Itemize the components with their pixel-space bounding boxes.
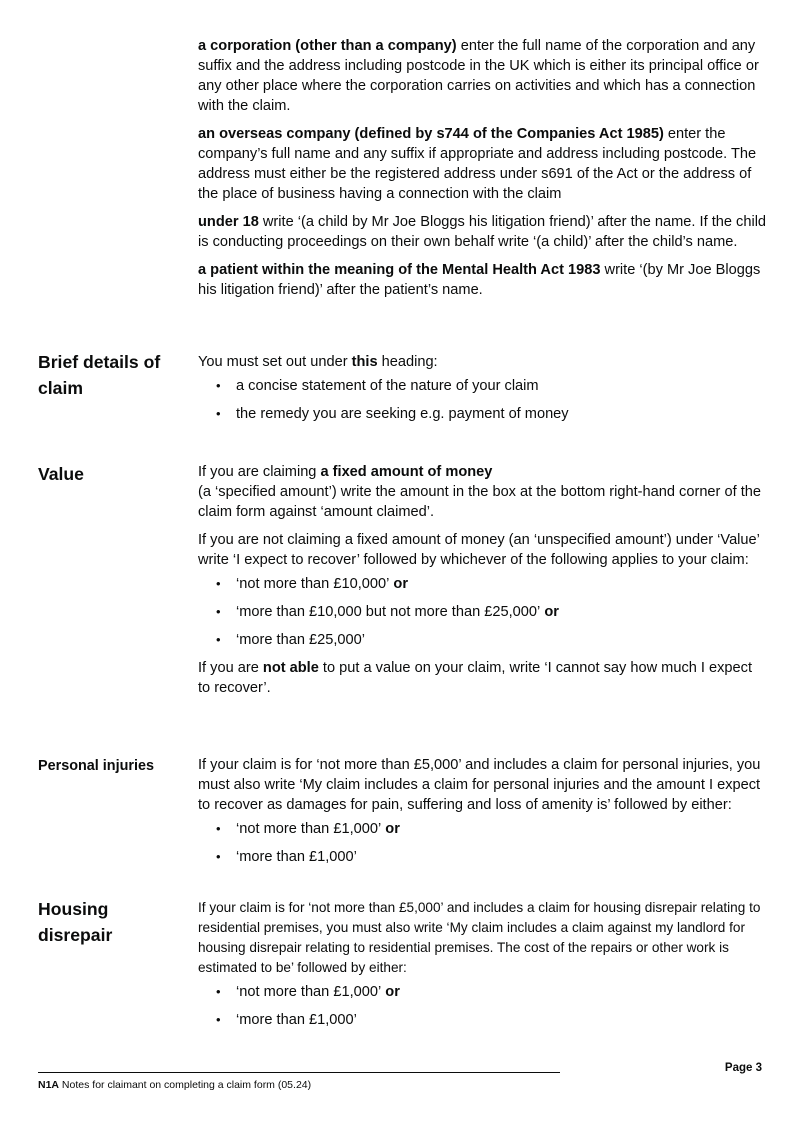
definition-corporation: a corporation (other than a company) enter the full name of the corporation and any suffix and the address including postcode in the UK which is either its principal office or any other place where the corporation carries on activities and which has a connection with the claim. (198, 38, 759, 114)
definition-under-18: under 18 write ‘(a child by Mr Joe Bloggs his litigation friend)’ after the name. If the child is conducting proceedings on their own behalf write ‘(a child)’ after the child’s name. (198, 214, 767, 250)
list-item: • ‘more than £1,000’ (198, 1010, 768, 1030)
personal-injuries-para: If your claim is for ‘not more than £5,000’ and includes a claim for personal injuries, you must also write ‘My claim includes a claim for personal injuries and the amount I expect to recover as damages for pain, suffering and loss of amenity is’ followed by either: (198, 757, 761, 813)
brief-details-section (198, 352, 768, 432)
value-section (198, 462, 768, 706)
value-unspecified-para: If you are not claiming a fixed amount of money (an ‘unspecified amount’) under ‘Value’ write ‘I expect to recover’ followed by whichever of the following applies to your claim: (198, 532, 760, 568)
personal-injuries-heading: Personal injuries (38, 758, 154, 774)
value-not-able-para: If you are not able to put a value on your claim, write ‘I cannot say how much I expect to recover’. (198, 660, 753, 696)
value-fixed-amount-para: If you are claiming a fixed amount of money (a ‘specified amount’) write the amount in the box at the bottom right-hand corner of the claim form against ‘amount claimed’. (198, 464, 761, 520)
housing-disrepair-section (198, 898, 768, 1038)
brief-intro: You must set out under this heading: (198, 354, 438, 370)
page-number: Page 3 (724, 1062, 762, 1074)
list-item: • ‘more than £25,000’ (198, 630, 768, 650)
list-item: • ‘more than £10,000 but not more than £25,000’ or (198, 602, 768, 622)
housing-disrepair-bullet-list (198, 982, 768, 1030)
list-item: • ‘not more than £1,000’ or (198, 819, 768, 839)
housing-disrepair-para: If your claim is for ‘not more than £5,000’ and includes a claim for housing disrepair relating to residential premises, you must also write ‘My claim includes a claim against my landlord for housing disrepair relating to residential premises. The cost of the repairs or other work is estimated to be’ followed by either: (198, 900, 761, 975)
definition-patient: a patient within the meaning of the Mental Health Act 1983 write ‘(by Mr Joe Bloggs his litigation friend)’ after the patient’s name. (198, 262, 761, 298)
brief-bullet-list (198, 376, 768, 424)
definition-overseas-company: an overseas company (defined by s744 of the Companies Act 1985) enter the company’s full name and any suffix if appropriate and address including postcode. The address must either be the registered address under s691 of the Act or the address of the place of business having a connection with the claim (198, 126, 757, 202)
list-item: • ‘more than £1,000’ (198, 847, 768, 867)
personal-injuries-bullet-list (198, 819, 768, 867)
list-item: • ‘not more than £10,000’ or (198, 574, 768, 594)
footer-form-reference: N1A Notes for claimant on completing a claim form (05.24) (38, 1079, 312, 1091)
brief-details-heading: Brief details of claim (38, 352, 161, 398)
list-item: • the remedy you are seeking e.g. payment of money (198, 404, 768, 424)
footer-divider (38, 1072, 560, 1073)
personal-injuries-section (198, 755, 768, 875)
party-definitions (198, 36, 768, 308)
value-heading: Value (38, 464, 84, 484)
value-bullet-list (198, 574, 768, 650)
housing-disrepair-heading: Housing disrepair (38, 899, 113, 945)
list-item: • a concise statement of the nature of your claim (198, 376, 768, 396)
list-item: • ‘not more than £1,000’ or (198, 982, 768, 1002)
